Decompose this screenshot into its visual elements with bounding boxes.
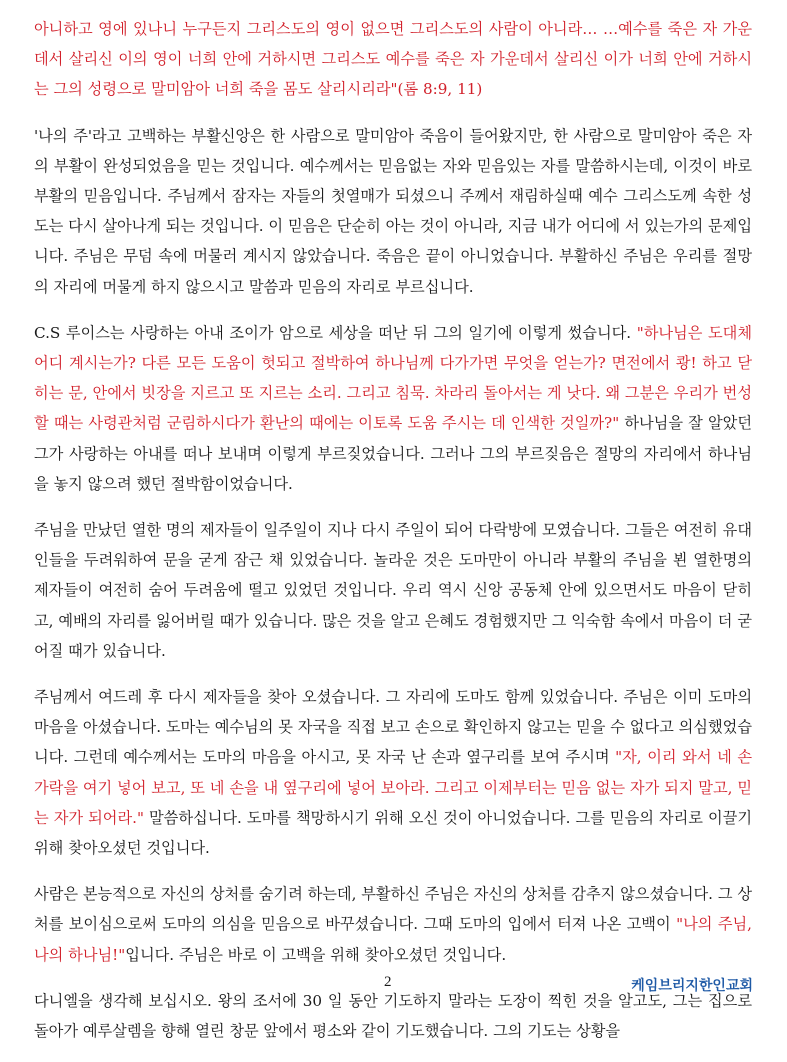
paragraph-text: '나의 주'라고 고백하는 부활신앙은 한 사람으로 말미암아 죽음이 들어왔지만, 한 사람으로 말미암아 죽은 자의 부활이 완성되었음을 믿는 것입니다. 예수께서는 믿음없는 자와 믿음있는 자를 말씀하시는데, 이것이 바로 부활의 믿음입니다. 주님께서 잠자는 자들의 첫열매가 되셨으니 주께서 재림하실때 예수 그리스도께 속한 성도는 다시 살아나게 되는 것입니다. 이 믿음은 단순히 아는 것이 아니라, 지금 내가 어디에 서 있는가의 문제입니다. 주님은 무덤 속에 머물러 계시지 않았습니다. 죽음은 끝이 아니었습니다. 부활하신 주님은 우리를 절망의 자리에 머물게 하지 않으시고 말씀과 믿음의 자리로 부르십니다.: [34, 126, 752, 296]
paragraph-text: 다니엘을 생각해 보십시오. 왕의 조서에 30 일 동안 기도하지 말라는 도장이 찍힌 것을 알고도, 그는 집으로 돌아가 예루살렘을 향해 열린 창문 앞에서 평소와 같이 기도했습니다. 그의 기도는 상황을: [34, 991, 752, 1041]
paragraph-text: 주님께서 여드레 후 다시 제자들을 찾아 오셨습니다. 그 자리에 도마도 함께 있었습니다. 주님은 이미 도마의 마음을 아셨습니다. 도마는 예수님의 못 자국을 직접 보고 손으로 확인하지 않고는 믿을 수 없다고 의심했었습니다. 그런데 예수께서는 도마의 마음을 아시고, 못 자국 난 손과 옆구리를 보여 주시며: [34, 688, 752, 767]
paragraph-cs-lewis: [34, 318, 752, 499]
paragraph-resurrection-faith: [34, 121, 752, 302]
scripture-quote: 아니하고 영에 있나니 누구든지 그리스도의 영이 없으면 그리스도의 사람이 아니라… …예수를 죽은 자 가운데서 살리신 이의 영이 너희 안에 거하시면 그리스도 예수를 죽은 자 가운데서 살리신 이가 너희 안에 거하시는 그의 성령으로 말미암아 너희 죽을 몸도 살리시리라"(롬 8:9, 11): [34, 20, 752, 99]
thomas-confession: "나의 주님, 나의 하나님!": [34, 915, 752, 964]
document-body: [34, 14, 752, 1062]
paragraph-text: C.S 루이스는 사랑하는 아내 조이가 암으로 세상을 떠난 뒤 그의 일기에 이렇게 썼습니다.: [34, 323, 637, 342]
paragraph-thomas: [34, 682, 752, 863]
paragraph-text: 말씀하십니다. 도마를 책망하시기 위해 오신 것이 아니었습니다. 그를 믿음의 자리로 이끌기 위해 찾아오셨던 것입니다.: [34, 808, 753, 858]
paragraph-text: 주님을 만났던 열한 명의 제자들이 일주일이 지나 다시 주일이 되어 다락방에 모였습니다. 그들은 여전히 유대인들을 두려워하여 문을 굳게 잠근 채 있었습니다. 놀라운 것은 도마만이 아니라 부활의 주님을 뵌 열한명의 제자들이 여전히 숨어 두려움에 떨고 있었던 것입니다. 우리 역시 신앙 공동체 안에 있으면서도 마음이 닫히고, 예배의 자리를 잃어버릴 때가 있습니다. 많은 것을 알고 은혜도 경험했지만 그 익숙함 속에서 마음이 더 굳어질 때가 있습니다.: [34, 521, 752, 660]
paragraph-wounds: [34, 879, 752, 970]
jesus-quote: "자, 이리 와서 네 손가락을 여기 넣어 보고, 또 네 손을 내 옆구리에 넣어 보아라. 그리고 이제부터는 믿음 없는 자가 되지 말고, 믿는 자가 되어라.": [34, 748, 753, 827]
paragraph-romans-quote: [34, 14, 752, 105]
paragraph-text: 하나님을 잘 알았던 그가 사랑하는 아내를 떠나 보내며 이렇게 부르짖었습니다. 그러나 그의 부르짖음은 절망의 자리에서 하나님을 놓지 않으려 했던 절박함이었습니다.: [34, 414, 752, 493]
paragraph-text: 사람은 본능적으로 자신의 상처를 숨기려 하는데, 부활하신 주님은 자신의 상처를 감추지 않으셨습니다. 그 상처를 보이심으로써 도마의 의심을 믿음으로 바꾸셨습니다. 그때 도마의 입에서 터져 나온 고백이: [34, 885, 752, 934]
paragraph-disciples: [34, 515, 752, 666]
church-name: 케임브리지한인교회: [631, 978, 753, 994]
lewis-quote: "하나님은 도대체 어디 계시는가? 다른 모든 도움이 헛되고 절박하여 하나님께 다가가면 무엇을 얻는가? 면전에서 쾅! 하고 닫히는 문, 안에서 빗장을 지르고 또 지르는 소리. 그리고 침묵. 차라리 돌아서는 게 낫다. 왜 그분은 우리가 번성할 때는 사령관처럼 군림하시다가 환난의 때에는 이토록 도움 주시는 데 인색한 것일까?": [34, 323, 752, 433]
page-number: 2: [384, 974, 392, 990]
paragraph-text: 입니다. 주님은 바로 이 고백을 위해 찾아오셨던 것입니다.: [125, 945, 507, 964]
